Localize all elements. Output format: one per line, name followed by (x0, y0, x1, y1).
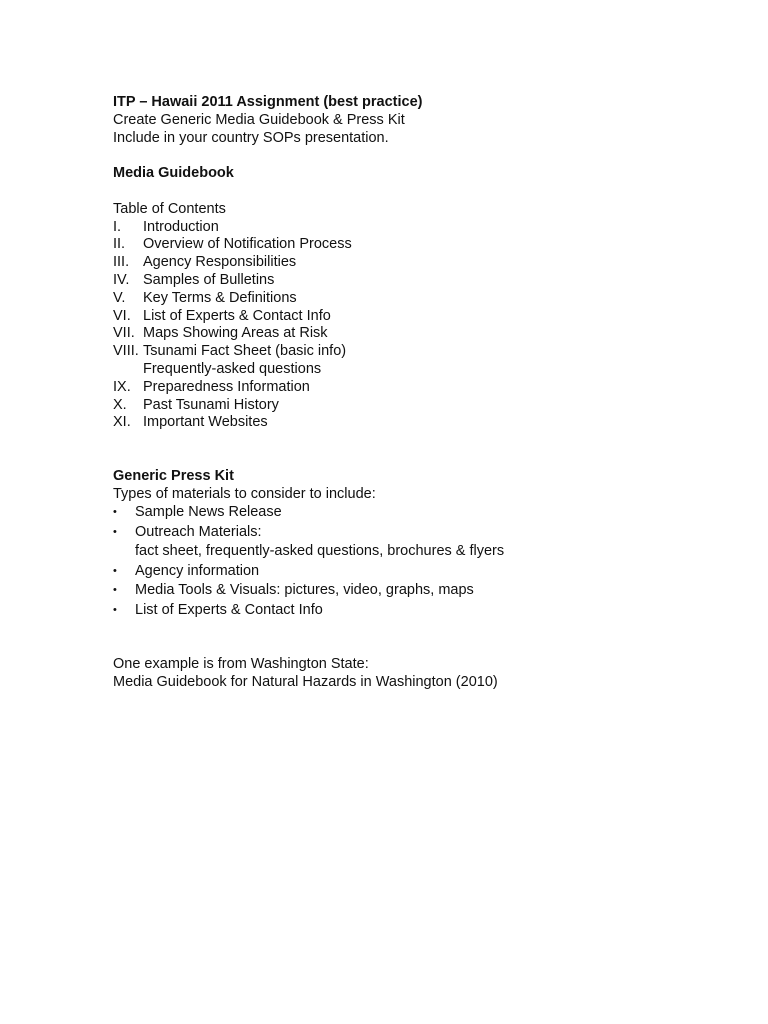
toc-list (113, 219, 713, 433)
toc-item-text: Tsunami Fact Sheet (basic info) (143, 343, 347, 360)
bullet-icon: • (113, 603, 117, 616)
toc-item (113, 254, 713, 272)
toc-item (113, 308, 713, 326)
toc-item (113, 325, 713, 343)
toc-item (113, 397, 713, 415)
toc-item-number: III. (113, 254, 130, 271)
press-kit-list (113, 503, 713, 620)
toc-item-text: Key Terms & Definitions (143, 289, 297, 306)
bullet-icon: • (113, 564, 117, 577)
toc-item-number: X. (113, 396, 127, 413)
list-item (113, 523, 713, 543)
bullet-icon: • (113, 506, 117, 519)
toc-item (113, 272, 713, 290)
list-item-text: List of Experts & Contact Info (135, 601, 323, 618)
list-item-text: Agency information (135, 562, 260, 579)
toc-item (113, 219, 713, 237)
toc-item-text: Agency Responsibilities (143, 254, 297, 271)
toc-item-number: VIII. (113, 343, 139, 360)
instruction-line-1: Create Generic Media Guidebook & Press Kit (113, 111, 405, 128)
toc-item-text: Frequently-asked questions (143, 360, 322, 377)
example-intro: One example is from Washington State: (113, 655, 369, 672)
toc-item-text: Preparedness Information (143, 378, 310, 395)
list-item-text: Media Tools & Visuals: pictures, video, graphs, maps (135, 582, 474, 599)
toc-item-number: I. (113, 218, 122, 235)
toc-item-text: Important Websites (143, 414, 268, 431)
toc-item-number: V. (113, 289, 126, 306)
list-item (113, 562, 713, 582)
toc-title: Table of Contents (113, 200, 226, 217)
bullet-icon: • (113, 525, 117, 538)
toc-item-text: Past Tsunami History (143, 396, 279, 413)
toc-item-number: VI. (113, 307, 131, 324)
list-item (113, 503, 713, 523)
list-item (113, 581, 713, 601)
toc-item-text: List of Experts & Contact Info (143, 307, 331, 324)
toc-item-number: VII. (113, 325, 135, 342)
instruction-line-2: Include in your country SOPs presentation. (113, 129, 389, 146)
example-reference: Media Guidebook for Natural Hazards in Washington (2010) (113, 673, 498, 690)
toc-item-text: Samples of Bulletins (143, 271, 275, 288)
press-kit-intro: Types of materials to consider to include: (113, 485, 376, 502)
toc-item-continuation (113, 361, 713, 379)
list-item (113, 601, 713, 621)
toc-item-number: IV. (113, 271, 130, 288)
toc-item-number: II. (113, 236, 126, 253)
list-item-text: Sample News Release (135, 504, 282, 521)
toc-item-text: Maps Showing Areas at Risk (143, 325, 328, 342)
press-kit-heading: Generic Press Kit (113, 467, 234, 484)
toc-item (113, 290, 713, 308)
toc-item (113, 236, 713, 254)
toc-item (113, 414, 713, 432)
toc-item (113, 379, 713, 397)
document-content (113, 94, 713, 692)
document-title: ITP – Hawaii 2011 Assignment (best practice) (113, 94, 423, 110)
toc-item-text: Introduction (143, 218, 219, 235)
media-guidebook-heading: Media Guidebook (113, 165, 234, 182)
toc-item-number: XI. (113, 414, 131, 431)
bullet-icon: • (113, 584, 117, 597)
list-item-subtext: fact sheet, frequently-asked questions, brochures & flyers (135, 543, 505, 560)
toc-item-text: Overview of Notification Process (143, 236, 352, 253)
toc-item-number: IX. (113, 378, 131, 395)
list-item-text: Outreach Materials: (135, 523, 262, 540)
toc-item (113, 343, 713, 361)
